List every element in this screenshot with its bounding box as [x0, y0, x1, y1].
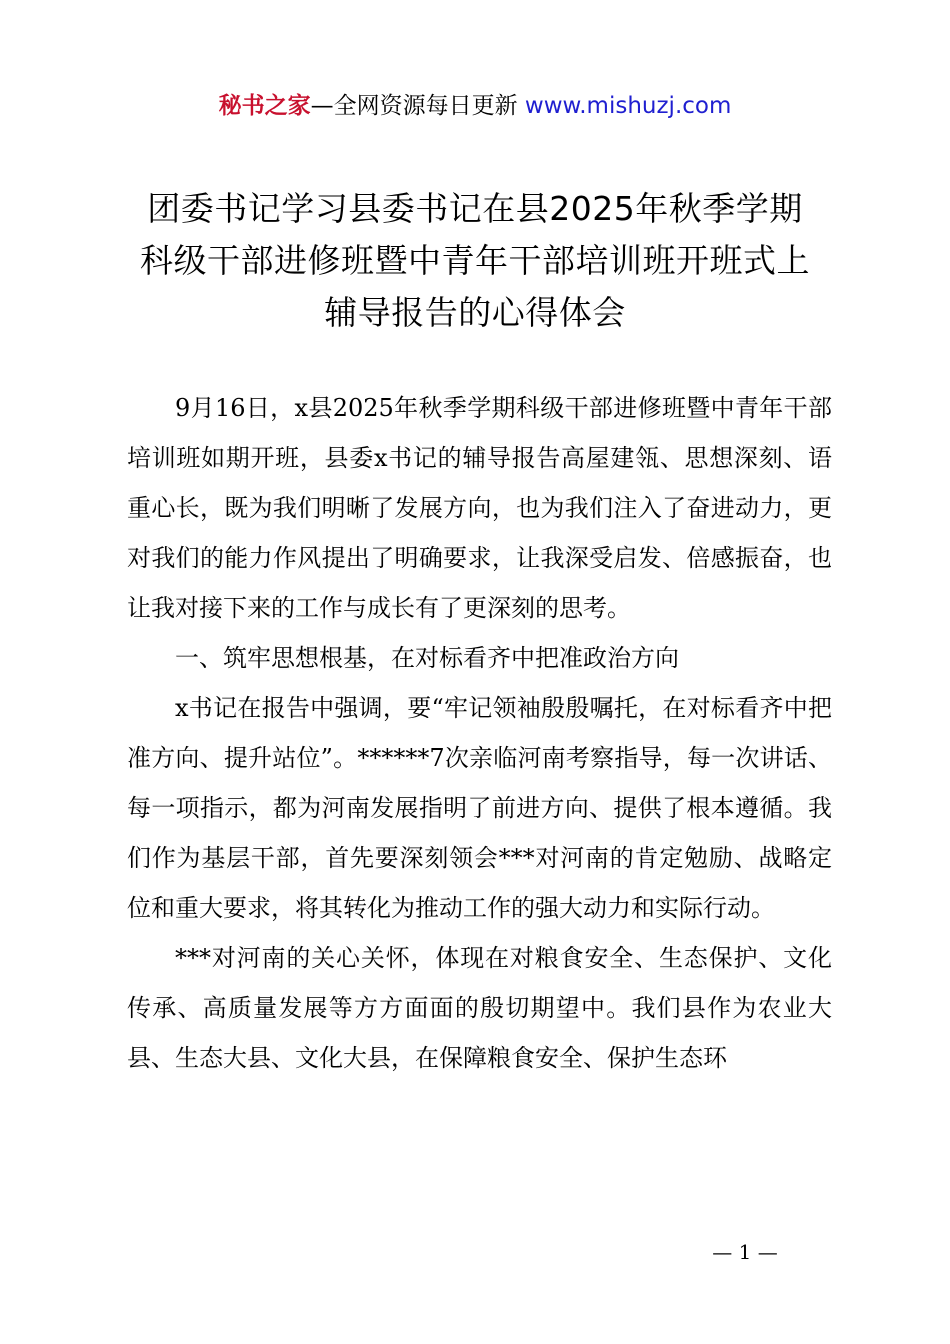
- site-header: [0, 86, 950, 126]
- paragraph-intro: 9月16日，x县2025年秋季学期科级干部进修班暨中青年干部培训班如期开班，县委x书记的辅导报告高屋建瓴、思想深刻、语重心长，既为我们明晰了发展方向，也为我们注入了奋进动力，更对我们的能力作风提出了明确要求，让我深受启发、倍感振奋，也让我对接下来的工作与成长有了更深刻的思考。: [127, 394, 832, 622]
- paragraph: ***对河南的关心关怀，体现在对粮食安全、生态保护、文化传承、高质量发展等方方面面的殷切期望中。我们县作为农业大县、生态大县、文化大县，在保障粮食安全、保护生态环: [127, 944, 832, 1072]
- title-line: 辅导报告的心得体会: [324, 293, 626, 332]
- site-url-link[interactable]: www.mishuzj.com: [524, 93, 732, 119]
- brand-name: 秘书之家: [218, 93, 311, 119]
- page-number: — 1 —: [712, 1240, 778, 1264]
- document-title: [100, 183, 850, 339]
- paragraph: x书记在报告中强调，要“牢记领袖殷殷嘱托，在对标看齐中把准方向、提升站位”。******7次亲临河南考察指导，每一次讲话、每一项指示，都为河南发展指明了前进方向、提供了根本遵循。我们作为基层干部，首先要深刻领会***对河南的肯定勉励、战略定位和重大要求，将其转化为推动工作的强大动力和实际行动。: [127, 694, 832, 922]
- header-tagline: —全网资源每日更新: [310, 93, 525, 119]
- title-line: 团委书记学习县委书记在县2025年秋季学期: [147, 189, 803, 228]
- section-heading: 一、筑牢思想根基，在对标看齐中把准政治方向: [175, 644, 679, 672]
- title-line: 科级干部进修班暨中青年干部培训班开班式上: [140, 241, 810, 280]
- document-body: [127, 383, 832, 1083]
